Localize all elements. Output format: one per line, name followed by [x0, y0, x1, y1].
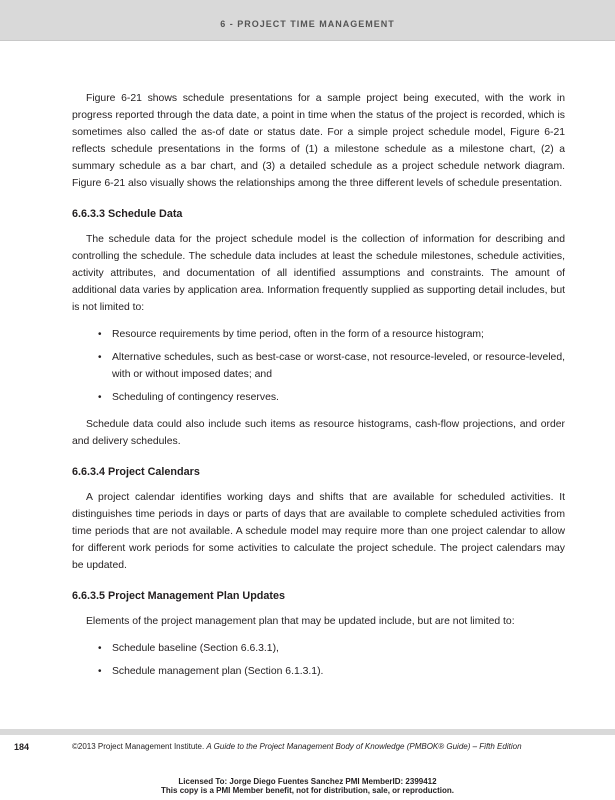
license-line-1: Licensed To: Jorge Diego Fuentes Sanchez PMI MemberID: 2399412 — [178, 777, 437, 786]
page-body — [72, 90, 565, 690]
bullet-icon: • — [98, 352, 102, 363]
bullet-icon: • — [98, 666, 102, 677]
plan-updates-list — [72, 640, 565, 680]
schedule-data-closing: Schedule data could also include such items as resource histograms, cash-flow projections, and order and delivery schedules. — [72, 419, 565, 447]
bullet-icon: • — [98, 329, 102, 340]
footer-rule — [0, 729, 615, 735]
copyright-prefix: ©2013 Project Management Institute. — [72, 742, 207, 751]
list-item-text: Schedule baseline (Section 6.6.3.1), — [112, 643, 279, 654]
copyright-line — [72, 742, 522, 751]
list-item-text: Resource requirements by time period, often in the form of a resource histogram; — [112, 329, 484, 340]
list-item — [98, 326, 565, 343]
intro-paragraph: Figure 6-21 shows schedule presentations for a sample project being executed, with the work in progress reported through the data date, a point in time when the status of the project is recorded, which is sometimes also called the as-of date or status date. For a simple project schedule model, Figure 6-21 reflects schedule presentations in the forms of (1) a milestone schedule as a milestone chart, (2) a summary schedule as a bar chart, and (3) a detailed schedule as a project schedule network diagram. Figure 6-21 also visually shows the relationships among the three different levels of schedule presentation. — [72, 93, 565, 189]
bullet-icon: • — [98, 643, 102, 654]
running-header — [0, 0, 615, 41]
plan-updates-paragraph: Elements of the project management plan that may be updated include, but are not limited to: — [86, 616, 515, 627]
license-line-2: This copy is a PMI Member benefit, not for distribution, sale, or reproduction. — [161, 786, 454, 795]
list-item — [98, 349, 565, 383]
list-item — [98, 640, 565, 657]
license-notice — [0, 777, 615, 795]
project-calendars-paragraph: A project calendar identifies working days and shifts that are available for scheduled activities. It distinguishes time periods in days or parts of days that are available to complete scheduled activities from time periods that are not available. A schedule model may require more than one project calendar to allow for different work periods for some activities to calculate the project schedule. The project calendars may be updated. — [72, 492, 565, 571]
schedule-data-list — [72, 326, 565, 406]
bullet-icon: • — [98, 392, 102, 403]
section-heading-plan-updates: 6.6.3.5 Project Management Plan Updates — [72, 590, 286, 602]
chapter-title: 6 - PROJECT TIME MANAGEMENT — [220, 19, 395, 29]
list-item — [98, 663, 565, 680]
list-item-text: Alternative schedules, such as best-case or worst-case, not resource-leveled, or resource-leveled, with or without imposed dates; and — [112, 352, 565, 380]
section-heading-schedule-data: 6.6.3.3 Schedule Data — [72, 208, 183, 220]
copyright-book-title: A Guide to the Project Management Body of Knowledge (PMBOK® Guide) – Fifth Edition — [206, 742, 522, 751]
schedule-data-paragraph: The schedule data for the project schedule model is the collection of information for describing and controlling the schedule. The schedule data includes at least the schedule milestones, schedule activities, activity attributes, and documentation of all identified assumptions and constraints. The amount of additional data varies by application area. Information frequently supplied as supporting detail includes, but is not limited to: — [72, 234, 565, 313]
page-number: 184 — [14, 742, 30, 752]
list-item — [98, 389, 565, 406]
list-item-text: Scheduling of contingency reserves. — [112, 392, 279, 403]
list-item-text: Schedule management plan (Section 6.1.3.1). — [112, 666, 324, 677]
section-heading-project-calendars: 6.6.3.4 Project Calendars — [72, 466, 200, 478]
